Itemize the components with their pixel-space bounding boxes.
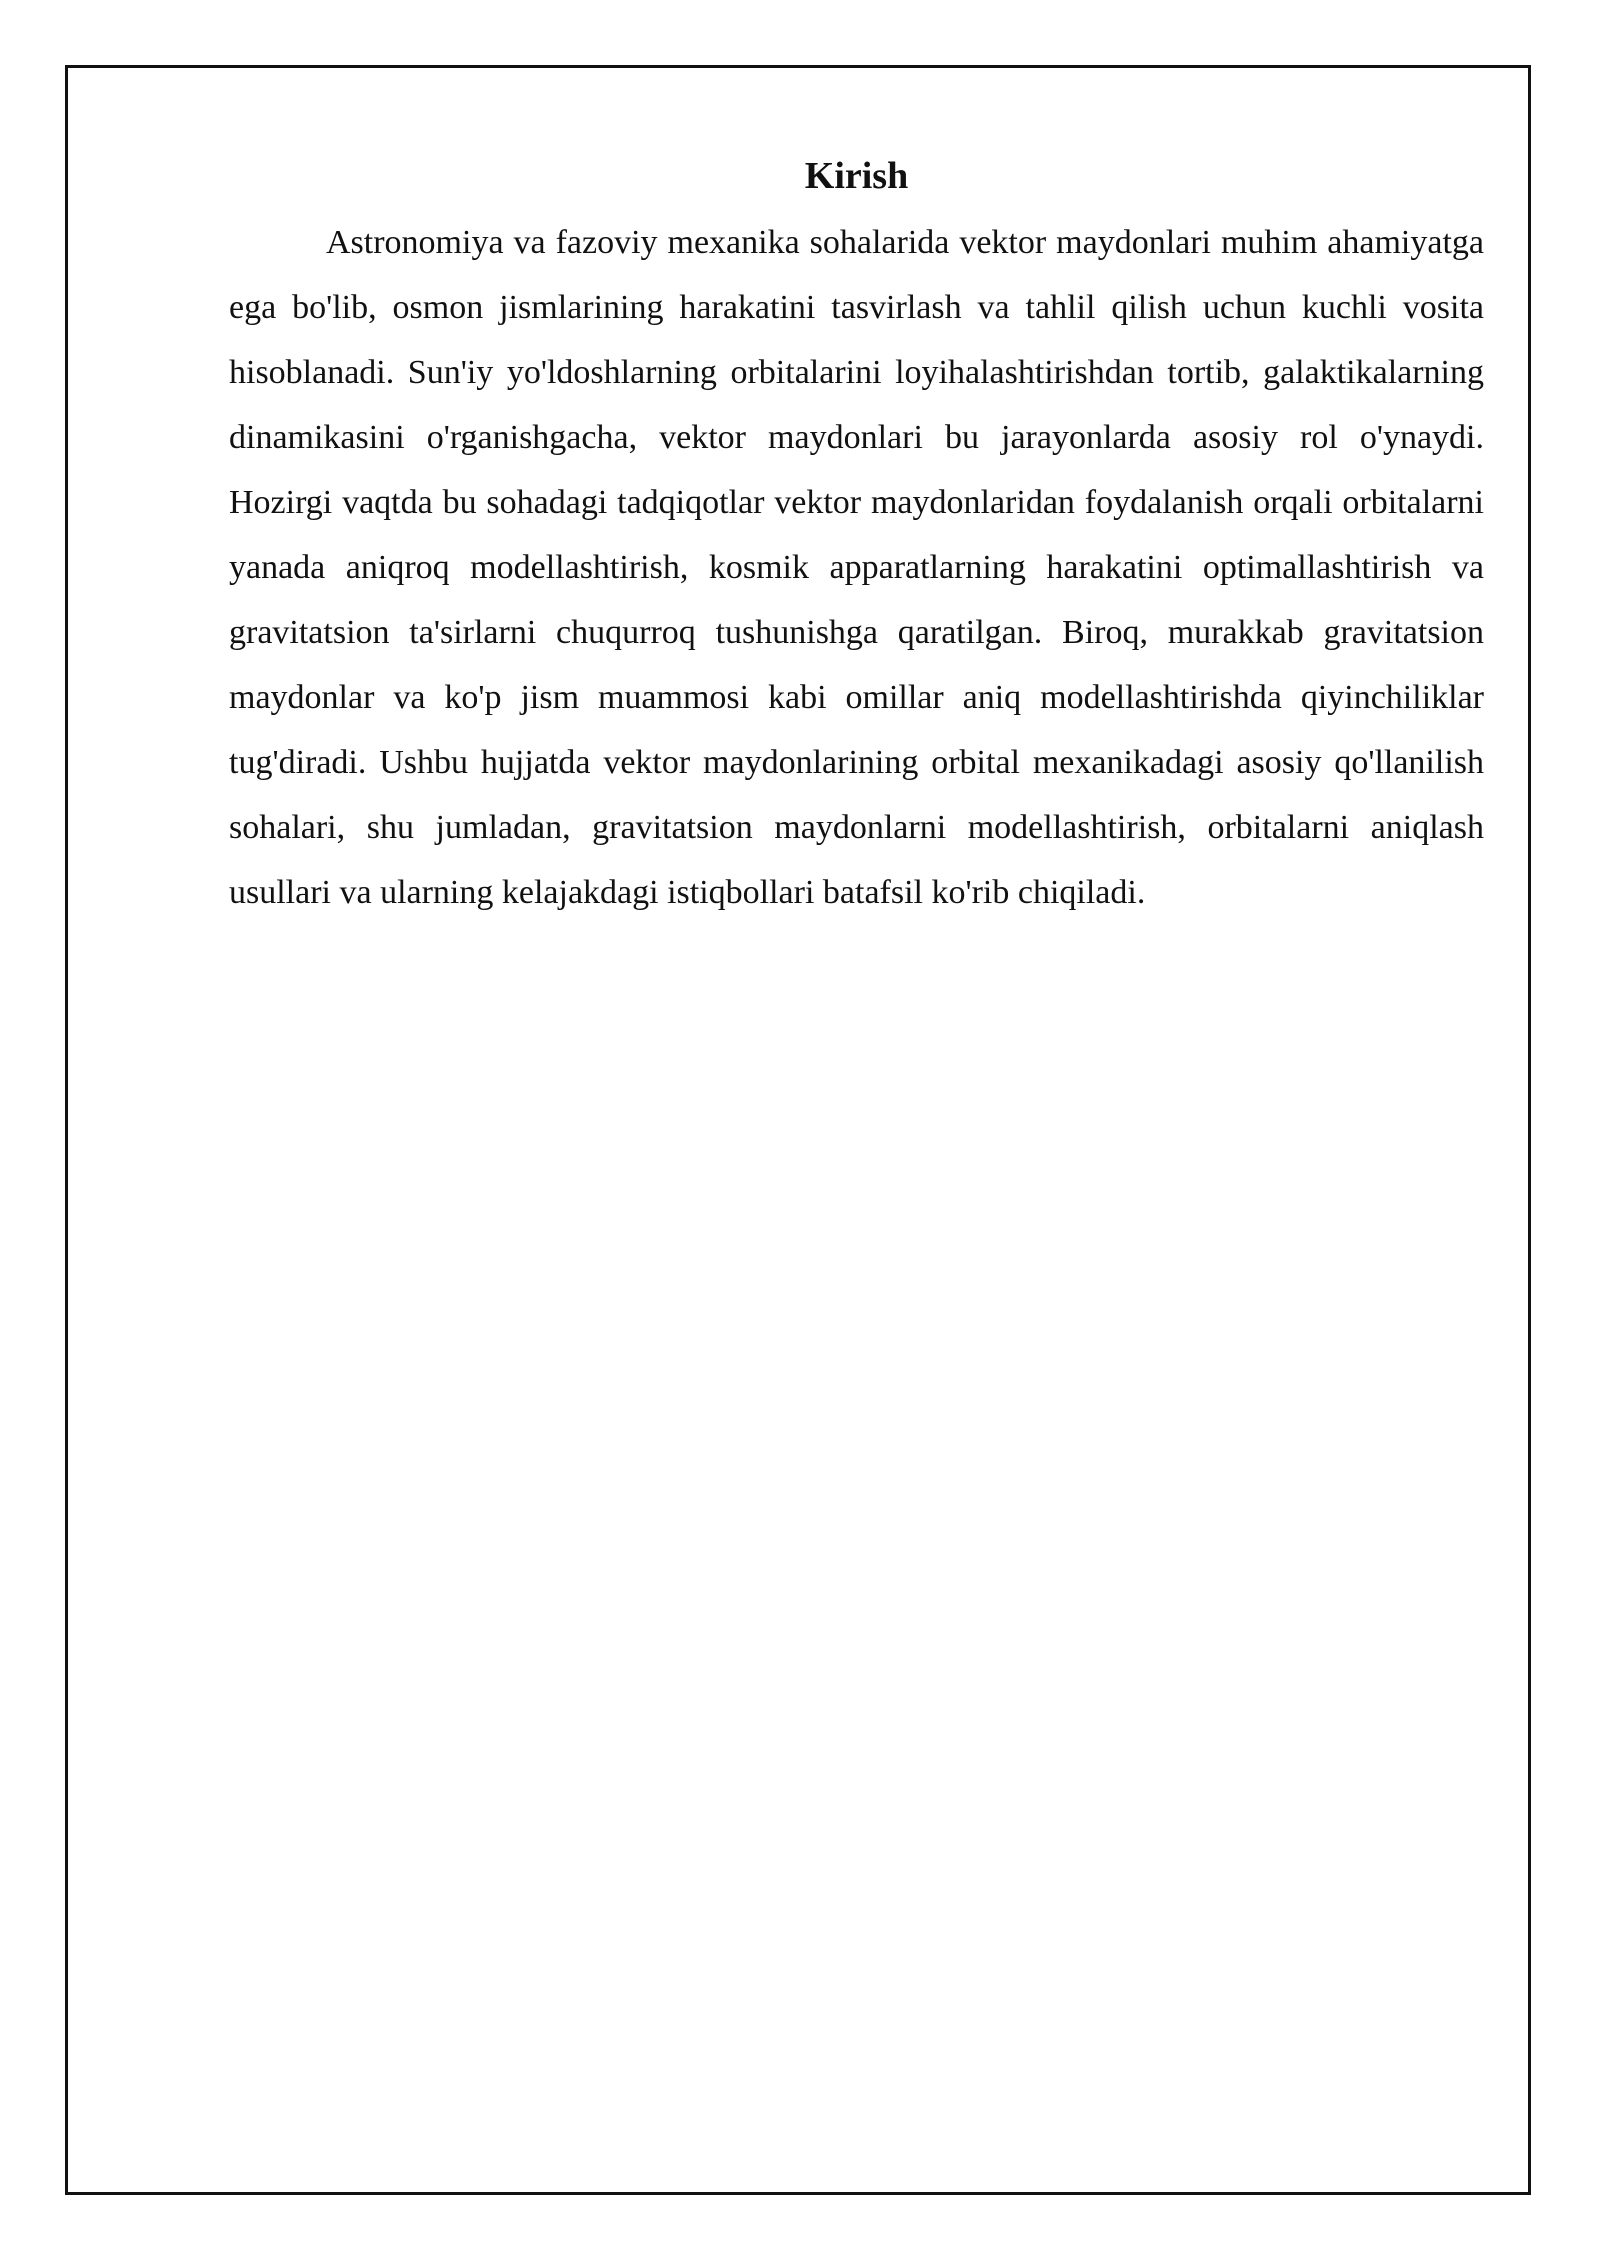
document-body <box>229 150 1484 925</box>
intro-paragraph: Astronomiya va fazoviy mexanika sohalarida vektor maydonlari muhim ahamiyatga ega bo'lib, osmon jismlarining harakatini tasvirlash va tahlil qilish uchun kuchli vosita hisoblanadi. Sun'iy yo'ldoshlarning orbitalarini loyihalashtirishdan tortib, galaktikalarning dinamikasini o'rganishgacha, vektor maydonlari bu jarayonlarda asosiy rol o'ynaydi. Hozirgi vaqtda bu sohadagi tadqiqotlar vektor maydonlaridan foydalanish orqali orbitalarni yanada aniqroq modellashtirish, kosmik apparatlarning harakatini optimallashtirish va gravitatsion ta'sirlarni chuqurroq tushunishga qaratilgan. Biroq, murakkab gravitatsion maydonlar va ko'p jism muammosi kabi omillar aniq modellashtirishda qiyinchiliklar tug'diradi. Ushbu hujjatda vektor maydonlarining orbital mexanikadagi asosiy qo'llanilish sohalari, shu jumladan, gravitatsion maydonlarni modellashtirish, orbitalarni aniqlash usullari va ularning kelajakdagi istiqbollari batafsil ko'rib chiqiladi. <box>229 224 1484 911</box>
section-title: Kirish <box>804 155 909 197</box>
